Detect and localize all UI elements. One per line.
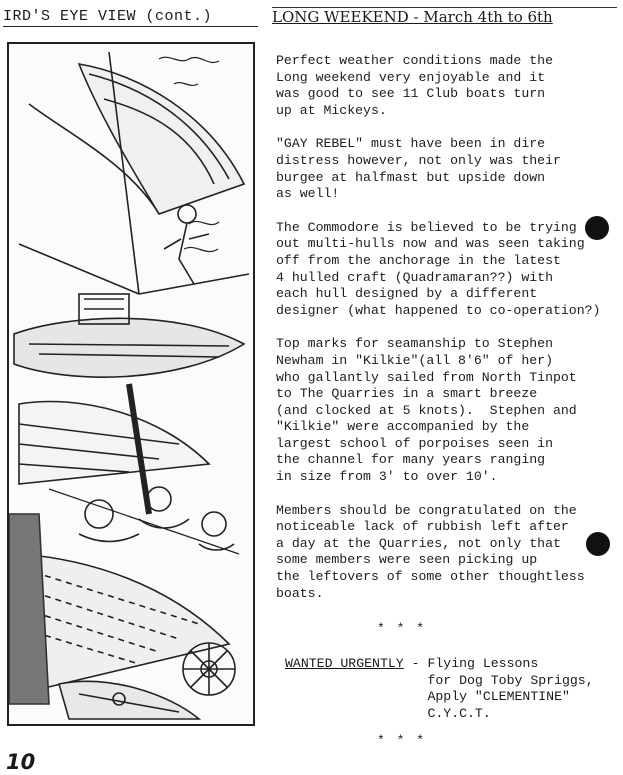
paragraph-weather: Perfect weather conditions made the Long weekend very enjoyable and it was good to see 11 Club boats turn up at Mickeys.	[276, 53, 553, 118]
wanted-label: WANTED URGENTLY	[285, 656, 404, 671]
boats-sketch-drawing	[9, 44, 253, 724]
page-number: 10	[6, 750, 36, 774]
punch-hole	[586, 532, 610, 556]
paragraph-commodore: The Commodore is believed to be trying out multi-hulls now and was seen taking off from the anchorage in the latest 4 hulled craft (Quadramaran??) with each hull designed by a different designer (what happened to co-operation?)	[276, 219, 601, 318]
paragraph-seamanship: Top marks for seamanship to Stephen Newham in "Kilkie"(all 8'6" of her) who gallantly sailed from North Tinpot to The Quarries in a smart breeze (and clocked at 5 knots). Stephen and "Kilkie" were accompanied by the largest school of porpoises seen in the channel for many years ranging in size from 3' to over 10'.	[276, 336, 577, 485]
wanted-text: - Flying Lessons for Dog Toby Spriggs, Apply "CLEMENTINE" C.Y.C.T.	[411, 656, 594, 721]
wanted-notice	[285, 656, 594, 722]
punch-hole	[585, 216, 609, 240]
column-title-birds-eye-view: IRD'S EYE VIEW (cont.)	[3, 8, 258, 27]
article-title-long-weekend: LONG WEEKEND - March 4th to 6th	[272, 8, 553, 26]
paragraph-members: Members should be congratulated on the noticeable lack of rubbish left after a day at the Quarries, not only that some members were seen picking up the leftovers of some other thoughtless boats.	[276, 502, 585, 601]
separator-stars-bottom: * * *	[377, 733, 427, 748]
separator-stars: * * *	[377, 621, 427, 636]
paragraph-gay-rebel: "GAY REBEL" must have been in dire distress however, not only was their burgee at halfmast but upside down as well!	[276, 136, 561, 202]
boats-illustration	[7, 42, 255, 726]
article-body	[276, 53, 621, 619]
